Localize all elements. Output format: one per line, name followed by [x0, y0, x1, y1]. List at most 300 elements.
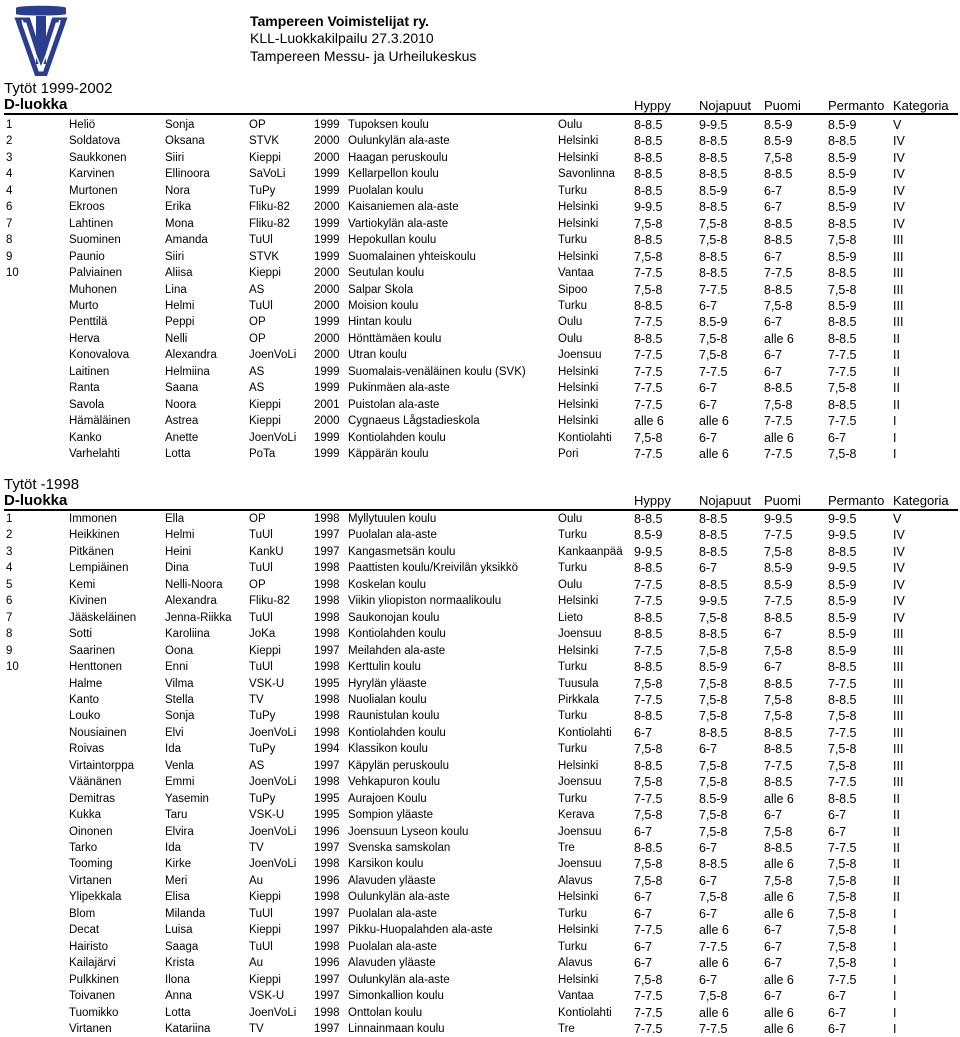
cell-club: TuUl — [249, 299, 273, 312]
cell-rank: 1 — [6, 513, 13, 525]
cell-year: 2000 — [314, 332, 340, 345]
cell-score-permanto: 8.5-9 — [828, 643, 857, 658]
cell-year: 1999 — [314, 448, 340, 460]
cell-club: VSK-U — [249, 990, 285, 1003]
cell-category: III — [893, 742, 904, 757]
cell-firstname: Ella — [165, 513, 185, 525]
cell-city: Turku — [558, 743, 587, 756]
cell-score-nojapuut: 8-8.5 — [699, 857, 728, 872]
cell-category: III — [893, 660, 904, 675]
cell-score-permanto: 7-7.5 — [828, 841, 857, 855]
cell-score-hyppy: 8-8.5 — [634, 167, 663, 182]
cell-year: 1999 — [314, 119, 340, 131]
cell-surname: Paunio — [69, 250, 105, 263]
cell-firstname: Lotta — [165, 1006, 191, 1019]
cell-surname: Louko — [69, 710, 101, 723]
cell-score-hyppy: 7-7.5 — [634, 989, 663, 1004]
cell-rank: 2 — [6, 529, 13, 542]
cell-score-nojapuut: 6-7 — [699, 906, 718, 921]
cell-surname: Roivas — [69, 743, 105, 756]
cell-score-puomi: 6-7 — [764, 627, 783, 642]
cell-score-permanto: 7,5-8 — [828, 282, 857, 297]
cell-category: II — [893, 873, 900, 888]
col-head-nojapuut: Nojapuut — [699, 493, 752, 508]
cell-club: AS — [249, 283, 265, 296]
cell-school: Hepokullan koulu — [348, 234, 437, 247]
table-row — [0, 610, 960, 626]
table-row — [0, 1021, 960, 1037]
cell-score-hyppy: 7-7.5 — [634, 923, 663, 938]
cell-firstname: Amanda — [165, 234, 208, 247]
table-row — [0, 889, 960, 905]
cell-school: Koskelan koulu — [348, 578, 426, 591]
col-head-nojapuut: Nojapuut — [699, 98, 752, 113]
cell-year: 1998 — [314, 858, 340, 871]
cell-club: JoenVoLi — [249, 776, 297, 789]
cell-firstname: Aliisa — [165, 267, 193, 280]
cell-surname: Blom — [69, 907, 96, 920]
cell-score-hyppy: 7,5-8 — [634, 282, 663, 297]
cell-club: OP — [249, 332, 266, 345]
cell-club: Fliku-82 — [249, 201, 290, 214]
table-row — [0, 972, 960, 988]
cell-score-hyppy: 8-8.5 — [634, 758, 663, 773]
cell-category: IV — [893, 594, 905, 609]
cell-year: 1999 — [314, 184, 340, 197]
cell-rank: 4 — [6, 168, 13, 181]
cell-club: TV — [249, 842, 264, 854]
cell-school: Moision koulu — [348, 299, 419, 312]
cell-year: 1997 — [314, 545, 340, 558]
cell-score-permanto: 8-8.5 — [828, 397, 857, 412]
cell-school: Utran koulu — [348, 349, 407, 362]
cell-rank: 7 — [6, 217, 13, 230]
cell-city: Turku — [558, 907, 587, 920]
cell-firstname: Elisa — [165, 891, 190, 904]
cell-score-hyppy: 8.5-9 — [634, 528, 663, 543]
cell-year: 1996 — [314, 825, 340, 838]
cell-school: Kerttulin koulu — [348, 661, 421, 674]
cell-rank: 8 — [6, 234, 13, 247]
cell-score-permanto: 7,5-8 — [828, 906, 857, 921]
cell-score-permanto: 9-9.5 — [828, 528, 857, 543]
cell-rank: 10 — [6, 267, 19, 280]
cell-school: Salpar Skola — [348, 283, 414, 296]
cell-score-permanto: 6-7 — [828, 989, 847, 1004]
cell-score-nojapuut: 6-7 — [699, 873, 718, 888]
cell-score-hyppy: 8-8.5 — [634, 627, 663, 642]
cell-score-puomi: 6-7 — [764, 315, 783, 330]
cell-year: 2000 — [314, 283, 340, 296]
cell-score-hyppy: 7,5-8 — [634, 430, 663, 445]
cell-score-puomi: 8.5-9 — [764, 577, 793, 592]
cell-score-hyppy: 7-7.5 — [634, 348, 663, 363]
cell-score-hyppy: 7,5-8 — [634, 742, 663, 757]
table-row — [0, 676, 960, 692]
cell-surname: Saarinen — [69, 644, 116, 657]
table-row — [0, 216, 960, 232]
table-row — [0, 430, 960, 446]
cell-score-puomi: 9-9.5 — [764, 512, 793, 526]
table-row — [0, 527, 960, 543]
cell-club: Fliku-82 — [249, 217, 290, 230]
cell-surname: Virtanen — [69, 1022, 112, 1035]
cell-score-permanto: 8-8.5 — [828, 692, 857, 707]
cell-year: 1998 — [314, 628, 340, 641]
cell-club: Kieppi — [249, 267, 281, 280]
cell-surname: Väänänen — [69, 776, 122, 789]
cell-year: 1998 — [314, 710, 340, 723]
cell-city: Joensuu — [558, 858, 602, 871]
cell-score-permanto: 7-7.5 — [828, 972, 857, 987]
cell-city: Turku — [558, 562, 587, 575]
cell-school: Suomalais-venäläinen koulu (SVK) — [348, 365, 526, 378]
cell-score-nojapuut: 8.5-9 — [699, 791, 728, 806]
cell-score-nojapuut: 6-7 — [699, 298, 718, 313]
cell-year: 1999 — [314, 168, 340, 181]
cell-school: Kontiolahden koulu — [348, 628, 446, 641]
cell-club: JoenVoLi — [249, 431, 297, 444]
cell-school: Sompion yläaste — [348, 809, 434, 822]
cell-score-puomi: alle 6 — [764, 857, 794, 872]
cell-score-nojapuut: 9-9.5 — [699, 118, 728, 132]
section-title: Tytöt 1999-2002 — [4, 80, 113, 97]
cell-school: Meilahden ala-aste — [348, 644, 446, 657]
cell-score-hyppy: 8-8.5 — [634, 134, 663, 149]
cell-score-hyppy: 6-7 — [634, 956, 653, 971]
cell-score-permanto: 8.5-9 — [828, 118, 857, 132]
club-logo-icon — [12, 4, 70, 76]
table-row — [0, 232, 960, 248]
cell-rank: 4 — [6, 562, 13, 575]
cell-score-permanto: 8.5-9 — [828, 610, 857, 625]
cell-surname: Savola — [69, 398, 105, 411]
col-head-puomi: Puomi — [764, 98, 801, 113]
cell-school: Raunistulan koulu — [348, 710, 440, 723]
cell-score-hyppy: 8-8.5 — [634, 233, 663, 248]
cell-score-nojapuut: 7-7.5 — [699, 364, 728, 379]
cell-category: II — [893, 857, 900, 872]
cell-city: Helsinki — [558, 365, 599, 378]
cell-score-nojapuut: 6-7 — [699, 430, 718, 445]
cell-city: Lieto — [558, 611, 583, 624]
cell-category: IV — [893, 200, 905, 215]
cell-category: I — [893, 972, 897, 987]
cell-score-puomi: 7-7.5 — [764, 594, 793, 609]
cell-score-puomi: 7-7.5 — [764, 528, 793, 543]
cell-surname: Murto — [69, 299, 99, 312]
cell-surname: Jääskeläinen — [69, 611, 137, 624]
table-row — [0, 446, 960, 462]
cell-city: Turku — [558, 710, 587, 723]
cell-score-nojapuut: 8-8.5 — [699, 134, 728, 149]
cell-city: Kontiolahti — [558, 726, 612, 739]
cell-surname: Tarko — [69, 842, 98, 854]
cell-score-hyppy: 6-7 — [634, 890, 653, 905]
cell-school: Tupoksen koulu — [348, 119, 429, 131]
cell-score-nojapuut: alle 6 — [699, 414, 729, 429]
cell-surname: Kukka — [69, 809, 101, 822]
cell-score-nojapuut: 7,5-8 — [699, 775, 728, 790]
cell-year: 1995 — [314, 809, 340, 822]
cell-firstname: Anna — [165, 990, 192, 1003]
col-head-kategoria: Kategoria — [893, 493, 949, 508]
cell-firstname: Luisa — [165, 924, 193, 937]
cell-school: Kontiolahden koulu — [348, 431, 446, 444]
cell-rank: 9 — [6, 644, 13, 657]
cell-score-puomi: alle 6 — [764, 791, 794, 806]
cell-score-nojapuut: 8-8.5 — [699, 725, 728, 740]
table-row — [0, 758, 960, 774]
cell-score-permanto: 6-7 — [828, 1021, 847, 1036]
cell-score-permanto: 7,5-8 — [828, 758, 857, 773]
cell-firstname: Dina — [165, 562, 189, 575]
cell-city: Oulu — [558, 332, 583, 345]
cell-club: AS — [249, 382, 265, 395]
cell-city: Vantaa — [558, 267, 594, 280]
cell-score-puomi: 7,5-8 — [764, 709, 793, 724]
cell-category: III — [893, 775, 904, 790]
cell-score-hyppy: 7-7.5 — [634, 577, 663, 592]
cell-score-hyppy: 8-8.5 — [634, 709, 663, 724]
cell-score-permanto: 7,5-8 — [828, 381, 857, 396]
cell-year: 1998 — [314, 595, 340, 608]
cell-score-nojapuut: 7,5-8 — [699, 709, 728, 724]
cell-score-permanto: 7,5-8 — [828, 709, 857, 724]
cell-category: IV — [893, 528, 905, 543]
cell-score-permanto: 7-7.5 — [828, 364, 857, 379]
cell-school: Suomalainen yhteiskoulu — [348, 250, 476, 263]
table-row — [0, 922, 960, 938]
cell-score-permanto: 9-9.5 — [828, 561, 857, 576]
cell-city: Joensuu — [558, 628, 602, 641]
cell-city: Oulu — [558, 513, 583, 525]
cell-score-permanto: 8.5-9 — [828, 150, 857, 165]
cell-surname: Lempiäinen — [69, 562, 129, 575]
cell-score-hyppy: 8-8.5 — [634, 561, 663, 576]
cell-year: 1998 — [314, 693, 340, 706]
cell-city: Oulu — [558, 119, 583, 131]
cell-surname: Halme — [69, 677, 103, 690]
cell-firstname: Sonja — [165, 710, 195, 723]
cell-year: 2000 — [314, 415, 340, 428]
cell-year: 1998 — [314, 578, 340, 591]
cell-firstname: Taru — [165, 809, 188, 822]
cell-year: 2000 — [314, 151, 340, 164]
cell-score-hyppy: 8-8.5 — [634, 331, 663, 346]
cell-score-nojapuut: alle 6 — [699, 1005, 729, 1020]
cell-score-puomi: 7,5-8 — [764, 643, 793, 658]
cell-score-permanto: 7,5-8 — [828, 956, 857, 971]
cell-score-permanto: 7-7.5 — [828, 676, 857, 691]
cell-surname: Lahtinen — [69, 217, 114, 230]
cell-firstname: Alexandra — [165, 595, 217, 608]
table-row — [0, 741, 960, 757]
cell-year: 1999 — [314, 234, 340, 247]
cell-club: TuPy — [249, 743, 276, 756]
table-row — [0, 265, 960, 281]
cell-year: 1999 — [314, 316, 340, 329]
cell-firstname: Saana — [165, 382, 199, 395]
cell-club: Kieppi — [249, 924, 281, 937]
cell-surname: Virtanen — [69, 874, 112, 887]
cell-rank: 3 — [6, 151, 13, 164]
cell-score-hyppy: 7,5-8 — [634, 873, 663, 888]
table-row — [0, 708, 960, 724]
cell-year: 2000 — [314, 201, 340, 214]
cell-firstname: Milanda — [165, 907, 206, 920]
cell-year: 1999 — [314, 217, 340, 230]
cell-year: 2000 — [314, 299, 340, 312]
table-row — [0, 249, 960, 265]
cell-city: Helsinki — [558, 924, 599, 937]
col-head-hyppy: Hyppy — [634, 493, 671, 508]
cell-surname: Pulkkinen — [69, 973, 119, 986]
cell-score-nojapuut: 7,5-8 — [699, 824, 728, 839]
cell-school: Saukonojan koulu — [348, 611, 440, 624]
cell-score-permanto: 8.5-9 — [828, 200, 857, 215]
cell-score-hyppy: 8-8.5 — [634, 118, 663, 132]
cell-score-nojapuut: 7,5-8 — [699, 643, 728, 658]
cell-club: TuPy — [249, 710, 276, 723]
cell-city: Helsinki — [558, 217, 599, 230]
table-row — [0, 807, 960, 823]
cell-city: Oulu — [558, 578, 583, 591]
cell-score-puomi: 6-7 — [764, 660, 783, 675]
cell-score-puomi: alle 6 — [764, 331, 794, 346]
cell-city: Turku — [558, 234, 587, 247]
table-row — [0, 939, 960, 955]
cell-score-nojapuut: 8-8.5 — [699, 266, 728, 281]
cell-rank: 2 — [6, 135, 13, 148]
cell-score-hyppy: 8-8.5 — [634, 660, 663, 675]
cell-school: Nuolialan koulu — [348, 693, 427, 706]
table-row — [0, 199, 960, 215]
cell-year: 1995 — [314, 792, 340, 805]
cell-score-permanto: 8-8.5 — [828, 315, 857, 330]
cell-club: TuUl — [249, 611, 273, 624]
cell-firstname: Mona — [165, 217, 194, 230]
cell-category: IV — [893, 134, 905, 149]
cell-score-hyppy: 7,5-8 — [634, 808, 663, 823]
cell-score-nojapuut: 7-7.5 — [699, 939, 728, 954]
cell-score-puomi: 8-8.5 — [764, 233, 793, 248]
table-row — [0, 856, 960, 872]
cell-score-puomi: 8-8.5 — [764, 282, 793, 297]
cell-category: IV — [893, 183, 905, 198]
cell-score-permanto: 7,5-8 — [828, 233, 857, 248]
cell-year: 1994 — [314, 743, 340, 756]
cell-surname: Kailajärvi — [69, 957, 116, 970]
cell-year: 1997 — [314, 1022, 340, 1035]
cell-club: TuUl — [249, 940, 273, 953]
cell-rank: 5 — [6, 578, 13, 591]
cell-rank: 10 — [6, 661, 19, 674]
cell-score-puomi: 6-7 — [764, 249, 783, 264]
cell-score-nojapuut: 7,5-8 — [699, 348, 728, 363]
cell-firstname: Ida — [165, 842, 181, 854]
cell-score-nojapuut: 6-7 — [699, 742, 718, 757]
cell-surname: Muhonen — [69, 283, 117, 296]
cell-score-puomi: 6-7 — [764, 200, 783, 215]
cell-score-hyppy: 7-7.5 — [634, 266, 663, 281]
cell-score-puomi: 8-8.5 — [764, 216, 793, 231]
cell-score-hyppy: 7-7.5 — [634, 397, 663, 412]
cell-score-puomi: 8-8.5 — [764, 775, 793, 790]
cell-club: JoKa — [249, 628, 276, 641]
section-class-label: D-luokka — [4, 96, 68, 113]
cell-score-permanto: 7,5-8 — [828, 923, 857, 938]
cell-score-hyppy: 7-7.5 — [634, 1005, 663, 1020]
cell-city: Helsinki — [558, 398, 599, 411]
cell-year: 2000 — [314, 349, 340, 362]
cell-school: Vehkapuron koulu — [348, 776, 441, 789]
cell-firstname: Saaga — [165, 940, 199, 953]
cell-year: 1995 — [314, 677, 340, 690]
table-row — [0, 643, 960, 659]
table-row — [0, 593, 960, 609]
cell-year: 1999 — [314, 365, 340, 378]
cell-category: IV — [893, 561, 905, 576]
cell-category: III — [893, 725, 904, 740]
table-row — [0, 560, 960, 576]
cell-school: Hyrylän yläaste — [348, 677, 427, 690]
cell-club: TuUl — [249, 661, 273, 674]
cell-school: Puolalan koulu — [348, 184, 424, 197]
cell-score-puomi: 6-7 — [764, 989, 783, 1004]
cell-score-puomi: 7,5-8 — [764, 150, 793, 165]
cell-score-permanto: 8-8.5 — [828, 544, 857, 559]
cell-category: IV — [893, 167, 905, 182]
cell-score-hyppy: 7-7.5 — [634, 381, 663, 396]
cell-category: V — [893, 118, 902, 132]
table-row — [0, 314, 960, 330]
cell-score-nojapuut: 8-8.5 — [699, 528, 728, 543]
cell-score-hyppy: 7-7.5 — [634, 364, 663, 379]
cell-surname: Ekroos — [69, 201, 105, 214]
cell-category: III — [893, 298, 904, 313]
cell-city: Alavus — [558, 874, 593, 887]
cell-club: OP — [249, 316, 266, 329]
cell-score-nojapuut: 7,5-8 — [699, 692, 728, 707]
cell-city: Helsinki — [558, 201, 599, 214]
cell-club: OP — [249, 119, 266, 131]
cell-surname: Soldatova — [69, 135, 121, 148]
cell-score-hyppy: 8-8.5 — [634, 512, 663, 526]
cell-category: IV — [893, 544, 905, 559]
cell-score-nojapuut: 8-8.5 — [699, 200, 728, 215]
cell-firstname: Krista — [165, 957, 195, 970]
cell-score-nojapuut: 7,5-8 — [699, 758, 728, 773]
cell-score-puomi: 7-7.5 — [764, 414, 793, 429]
cell-score-permanto: 9-9.5 — [828, 512, 857, 526]
cell-year: 1998 — [314, 661, 340, 674]
cell-score-hyppy: 7,5-8 — [634, 249, 663, 264]
cell-score-permanto: 7,5-8 — [828, 939, 857, 954]
cell-firstname: Emmi — [165, 776, 195, 789]
cell-firstname: Erika — [165, 201, 192, 214]
cell-school: Alavuden yläaste — [348, 957, 436, 970]
col-head-kategoria: Kategoria — [893, 98, 949, 113]
cell-score-nojapuut: alle 6 — [699, 447, 729, 461]
cell-surname: Murtonen — [69, 184, 118, 197]
cell-firstname: Nelli-Noora — [165, 578, 223, 591]
cell-score-hyppy: 7-7.5 — [634, 692, 663, 707]
cell-surname: Heikkinen — [69, 529, 120, 542]
cell-firstname: Meri — [165, 874, 188, 887]
cell-rank: 4 — [6, 184, 13, 197]
table-row — [0, 544, 960, 560]
